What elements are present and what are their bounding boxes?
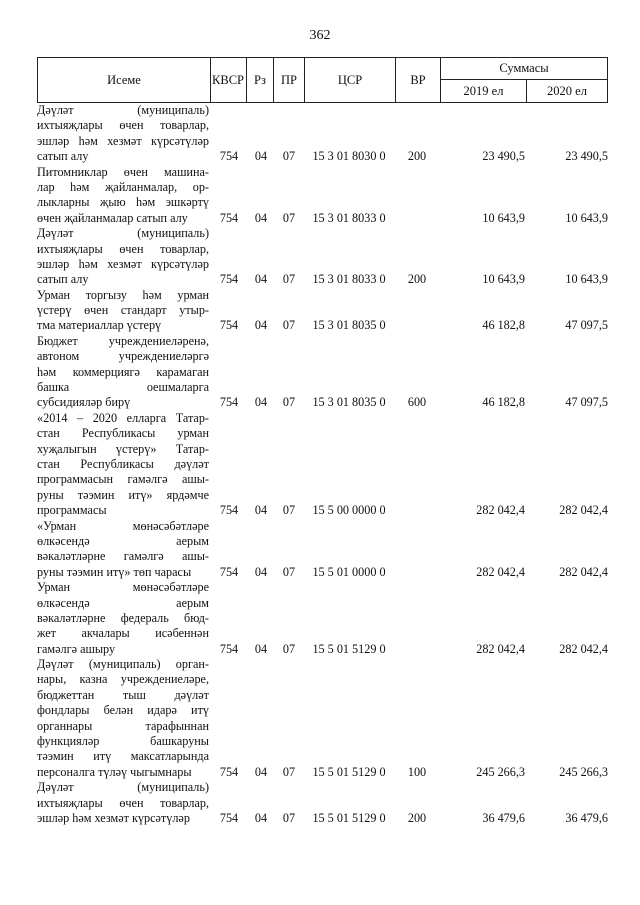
cell-s2020: 47 097,5 [565,395,608,410]
cell-rz: 04 [254,810,268,825]
row-name-line: Дәүләт (муниципаль) орган- [37,657,209,672]
header-pr: ПР [274,58,305,102]
cell-pr: 07 [282,564,296,579]
row-name-line: ихтыяҗлары өчен товарлар, [37,118,209,133]
row-name-line: Урман мөнәсәбәтләре [37,580,209,595]
cell-vr: 200 [407,272,427,287]
row-name-line: органнары тарафыннан [37,718,209,733]
row-name [37,780,209,826]
row-name-line: Дәүләт (муниципаль) [37,103,209,117]
header-rz: Рз [247,58,274,102]
table-header [37,57,608,103]
row-name [37,288,209,334]
row-name-line: башка оешмаларга [37,380,209,395]
cell-pr: 07 [282,810,296,825]
row-name-line: лар һәм җайланмалар, ор- [37,179,209,194]
table-body [37,103,608,826]
cell-kvsr: 754 [219,564,239,579]
cell-rz: 04 [254,564,268,579]
cell-csr: 15 3 01 8035 0 [312,318,386,333]
row-name-line: Бюджет учреждениеләренә, [37,333,209,348]
cell-csr: 15 5 01 5129 0 [312,764,386,779]
cell-pr: 07 [282,764,296,779]
header-year-2020: 2020 ел [547,83,587,98]
cell-kvsr: 754 [219,272,239,287]
cell-rz: 04 [254,210,268,225]
row-name-line: үстерү өчен стандарт утыр- [37,303,209,318]
row-name-line: стан Республикасы дәүләт [37,456,209,471]
row-name-line: сатып алу [37,149,89,164]
table-row [37,580,608,657]
cell-s2019: 282 042,4 [476,503,525,518]
cell-pr: 07 [282,641,296,656]
cell-vr: 100 [407,764,427,779]
cell-s2020: 245 266,3 [559,764,608,779]
row-name-line: «2014 – 2020 елларга Татар- [37,410,209,425]
row-name [37,226,209,288]
cell-csr: 15 5 00 0000 0 [312,503,386,518]
header-sums: Суммасы [441,58,607,80]
table-row [37,165,608,227]
table-row [37,411,608,519]
row-name-line: фондлары белән идарә итү [37,703,209,718]
cell-s2019: 46 182,8 [482,395,525,410]
row-name [37,519,209,581]
cell-s2020: 282 042,4 [559,503,608,518]
row-name [37,103,209,165]
cell-csr: 15 5 01 0000 0 [312,564,386,579]
cell-pr: 07 [282,272,296,287]
cell-s2020: 282 042,4 [559,641,608,656]
cell-vr: 600 [407,395,427,410]
cell-s2019: 36 479,6 [482,810,525,825]
row-name [37,657,209,780]
cell-csr: 15 3 01 8035 0 [312,395,386,410]
cell-pr: 07 [282,318,296,333]
cell-vr: 200 [407,149,427,164]
row-name-line: сатып алу [37,272,89,287]
cell-csr: 15 5 01 5129 0 [312,810,386,825]
table-row [37,519,608,581]
cell-s2019: 23 490,5 [482,149,525,164]
row-name-line: «Урман мөнәсәбәтләре [37,518,209,533]
cell-rz: 04 [254,149,268,164]
row-name-line: функцияләр башкаруны [37,734,209,749]
cell-pr: 07 [282,149,296,164]
row-name-line: тма материаллар үстерү [37,318,162,333]
cell-rz: 04 [254,318,268,333]
row-name [37,411,209,519]
row-name-line: өлкәсендә аерым [37,595,209,610]
cell-kvsr: 754 [219,395,239,410]
cell-kvsr: 754 [219,503,239,518]
row-name-line: руны тәэмин итү» төп чарасы [37,564,192,579]
row-name-line: персоналга түләү чыгымнары [37,764,192,779]
row-name-line: өчен җайланмалар сатып алу [37,210,188,225]
cell-rz: 04 [254,272,268,287]
row-name-line: жет акчалары исәбеннән [37,626,209,641]
row-name-line: автоном учреждениеләргә [37,349,209,364]
row-name-line: Питомниклар өчен машина- [37,164,209,179]
table-row [37,103,608,165]
cell-s2019: 46 182,8 [482,318,525,333]
cell-pr: 07 [282,210,296,225]
cell-csr: 15 5 01 5129 0 [312,641,386,656]
row-name-line: нары, казна учреждениеләре, [37,672,209,687]
header-year-2019: 2019 ел [441,80,527,102]
row-name-line: программасы [37,503,107,518]
cell-s2019: 10 643,9 [482,210,525,225]
row-name-line: субсидияләр бирү [37,395,131,410]
row-name [37,334,209,411]
row-name-line: программасын гамәлгә ашы- [37,472,209,487]
cell-s2020: 10 643,9 [565,272,608,287]
row-name-line: бюджеттан тыш дәүләт [37,687,209,702]
row-name-line: ихтыяҗлары өчен товарлар, [37,241,209,256]
cell-s2020: 10 643,9 [565,210,608,225]
cell-csr: 15 3 01 8033 0 [312,272,386,287]
cell-s2019: 282 042,4 [476,564,525,579]
row-name-line: эшләр һәм хезмәт күрсәтүләр [37,810,190,825]
row-name-line: эшләр һәм хезмәт күрсәтүләр [37,133,209,148]
cell-rz: 04 [254,641,268,656]
row-name-line: руны тәэмин итү» ярдәмче [37,487,209,502]
cell-csr: 15 3 01 8030 0 [312,149,386,164]
cell-kvsr: 754 [219,318,239,333]
cell-rz: 04 [254,395,268,410]
cell-s2020: 36 479,6 [565,810,608,825]
cell-kvsr: 754 [219,149,239,164]
cell-rz: 04 [254,503,268,518]
header-kvsr: КВСР [210,58,247,102]
header-name: Исеме [38,58,211,102]
row-name-line: вәкаләтләрне гамәлгә ашы- [37,549,209,564]
table-row [37,780,608,826]
cell-vr: 200 [407,810,427,825]
cell-s2019: 10 643,9 [482,272,525,287]
cell-kvsr: 754 [219,210,239,225]
cell-s2020: 23 490,5 [565,149,608,164]
row-name [37,580,209,657]
cell-csr: 15 3 01 8033 0 [312,210,386,225]
page-number: 362 [309,28,331,43]
row-name-line: эшләр һәм хезмәт күрсәтүләр [37,256,209,271]
cell-pr: 07 [282,395,296,410]
cell-rz: 04 [254,764,268,779]
cell-pr: 07 [282,503,296,518]
row-name [37,165,209,227]
table-row [37,657,608,780]
row-name-line: һәм коммерциягә карамаган [37,364,209,379]
row-name-line: ихтыяҗлары өчен товарлар, [37,795,209,810]
header-csr: ЦСР [305,58,396,102]
row-name-line: стан Республикасы урман [37,426,209,441]
row-name-line: Дәүләт (муниципаль) [37,780,209,795]
header-vr: ВР [396,58,441,102]
row-name-line: өлкәсендә аерым [37,533,209,548]
cell-s2020: 47 097,5 [565,318,608,333]
row-name-line: Урман торгызу һәм урман [37,287,209,302]
table-row [37,288,608,334]
row-name-line: вәкаләтләрне федераль бюд- [37,610,209,625]
cell-kvsr: 754 [219,810,239,825]
table-row [37,226,608,288]
cell-s2019: 282 042,4 [476,641,525,656]
cell-kvsr: 754 [219,641,239,656]
row-name-line: Дәүләт (муниципаль) [37,226,209,241]
cell-s2019: 245 266,3 [476,764,525,779]
row-name-line: хуҗалыгын үстерү» Татар- [37,441,209,456]
cell-kvsr: 754 [219,764,239,779]
row-name-line: гамәлгә ашыру [37,641,116,656]
row-name-line: лыкларны җыю һәм эшкәртү [37,195,209,210]
row-name-line: тәэмин итү максатларында [37,749,209,764]
cell-s2020: 282 042,4 [559,564,608,579]
table-row [37,334,608,411]
